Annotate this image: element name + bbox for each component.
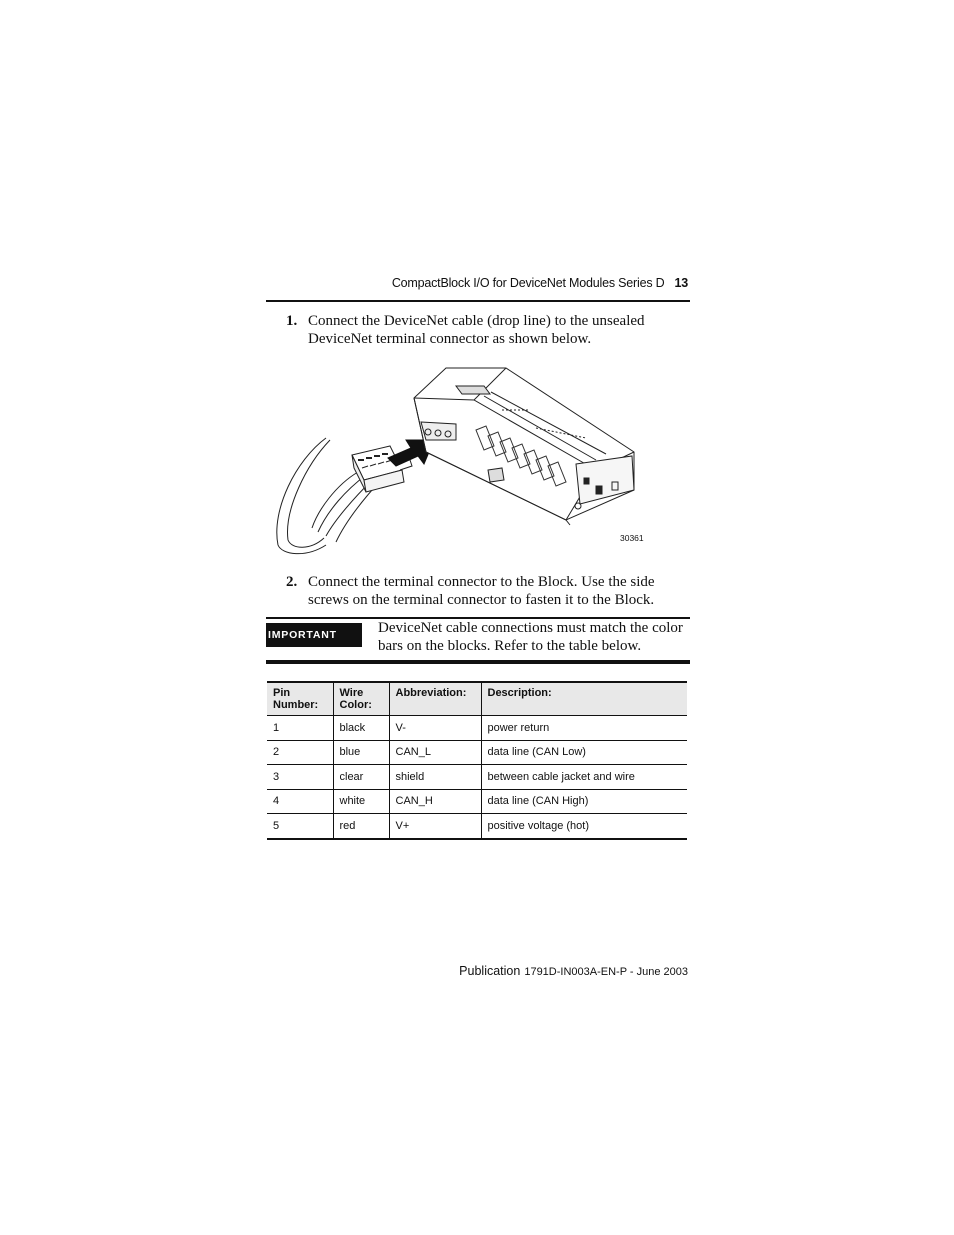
- header-title: CompactBlock I/O for DeviceNet Modules Series D: [391, 276, 665, 290]
- devicenet-connector-illustration: [266, 360, 646, 560]
- column-header: Abbreviation:: [389, 682, 481, 716]
- important-badge: IMPORTANT: [266, 623, 362, 647]
- table-row: [267, 765, 687, 790]
- table-row: [267, 740, 687, 765]
- step-text: Connect the terminal connector to the Block. Use the side screws on the terminal connector to fasten it to the Block.: [308, 574, 655, 608]
- important-text: DeviceNet cable connections must match the color bars on the blocks. Refer to the table below.: [378, 620, 683, 654]
- description-cell: data line (CAN Low): [481, 740, 687, 765]
- abbreviation-cell: V-: [389, 716, 481, 741]
- pin-number-cell: 4: [267, 789, 333, 814]
- description-cell: data line (CAN High): [481, 789, 687, 814]
- table-row: [267, 814, 687, 839]
- column-header: Pin Number:: [267, 682, 333, 716]
- publication-footer: [266, 962, 688, 980]
- header-rule: [266, 300, 690, 302]
- wire-color-cell: red: [333, 814, 389, 839]
- step-number: 2.: [286, 574, 298, 590]
- abbreviation-cell: shield: [389, 765, 481, 790]
- abbreviation-cell: V+: [389, 814, 481, 839]
- step-number: 1.: [286, 313, 298, 329]
- table-row: [267, 789, 687, 814]
- wire-color-cell: white: [333, 789, 389, 814]
- important-rule-bottom: [266, 660, 690, 664]
- description-cell: positive voltage (hot): [481, 814, 687, 839]
- description-cell: between cable jacket and wire: [481, 765, 687, 790]
- running-header: [266, 276, 688, 290]
- compactblock-module: [414, 368, 634, 525]
- wire-color-cell: blue: [333, 740, 389, 765]
- step-text: Connect the DeviceNet cable (drop line) to the unsealed DeviceNet terminal connector as shown below.: [308, 313, 645, 347]
- important-rule-top: [266, 617, 690, 619]
- publication-label: Publication: [459, 964, 521, 978]
- wire-color-cell: clear: [333, 765, 389, 790]
- pin-number-cell: 5: [267, 814, 333, 839]
- column-header: Wire Color:: [333, 682, 389, 716]
- pin-table: [267, 681, 687, 840]
- column-header: Description:: [481, 682, 687, 716]
- pin-number-cell: 2: [267, 740, 333, 765]
- pin-number-cell: 3: [267, 765, 333, 790]
- wire-color-cell: black: [333, 716, 389, 741]
- publication-number: 1791D-IN003A-EN-P - June 2003: [524, 966, 688, 978]
- table-row: [267, 716, 687, 741]
- pin-number-cell: 1: [267, 716, 333, 741]
- figure-code: 30361: [620, 533, 644, 543]
- description-cell: power return: [481, 716, 687, 741]
- abbreviation-cell: CAN_H: [389, 789, 481, 814]
- abbreviation-cell: CAN_L: [389, 740, 481, 765]
- table-header-row: [267, 682, 687, 716]
- page-number: 13: [674, 276, 688, 290]
